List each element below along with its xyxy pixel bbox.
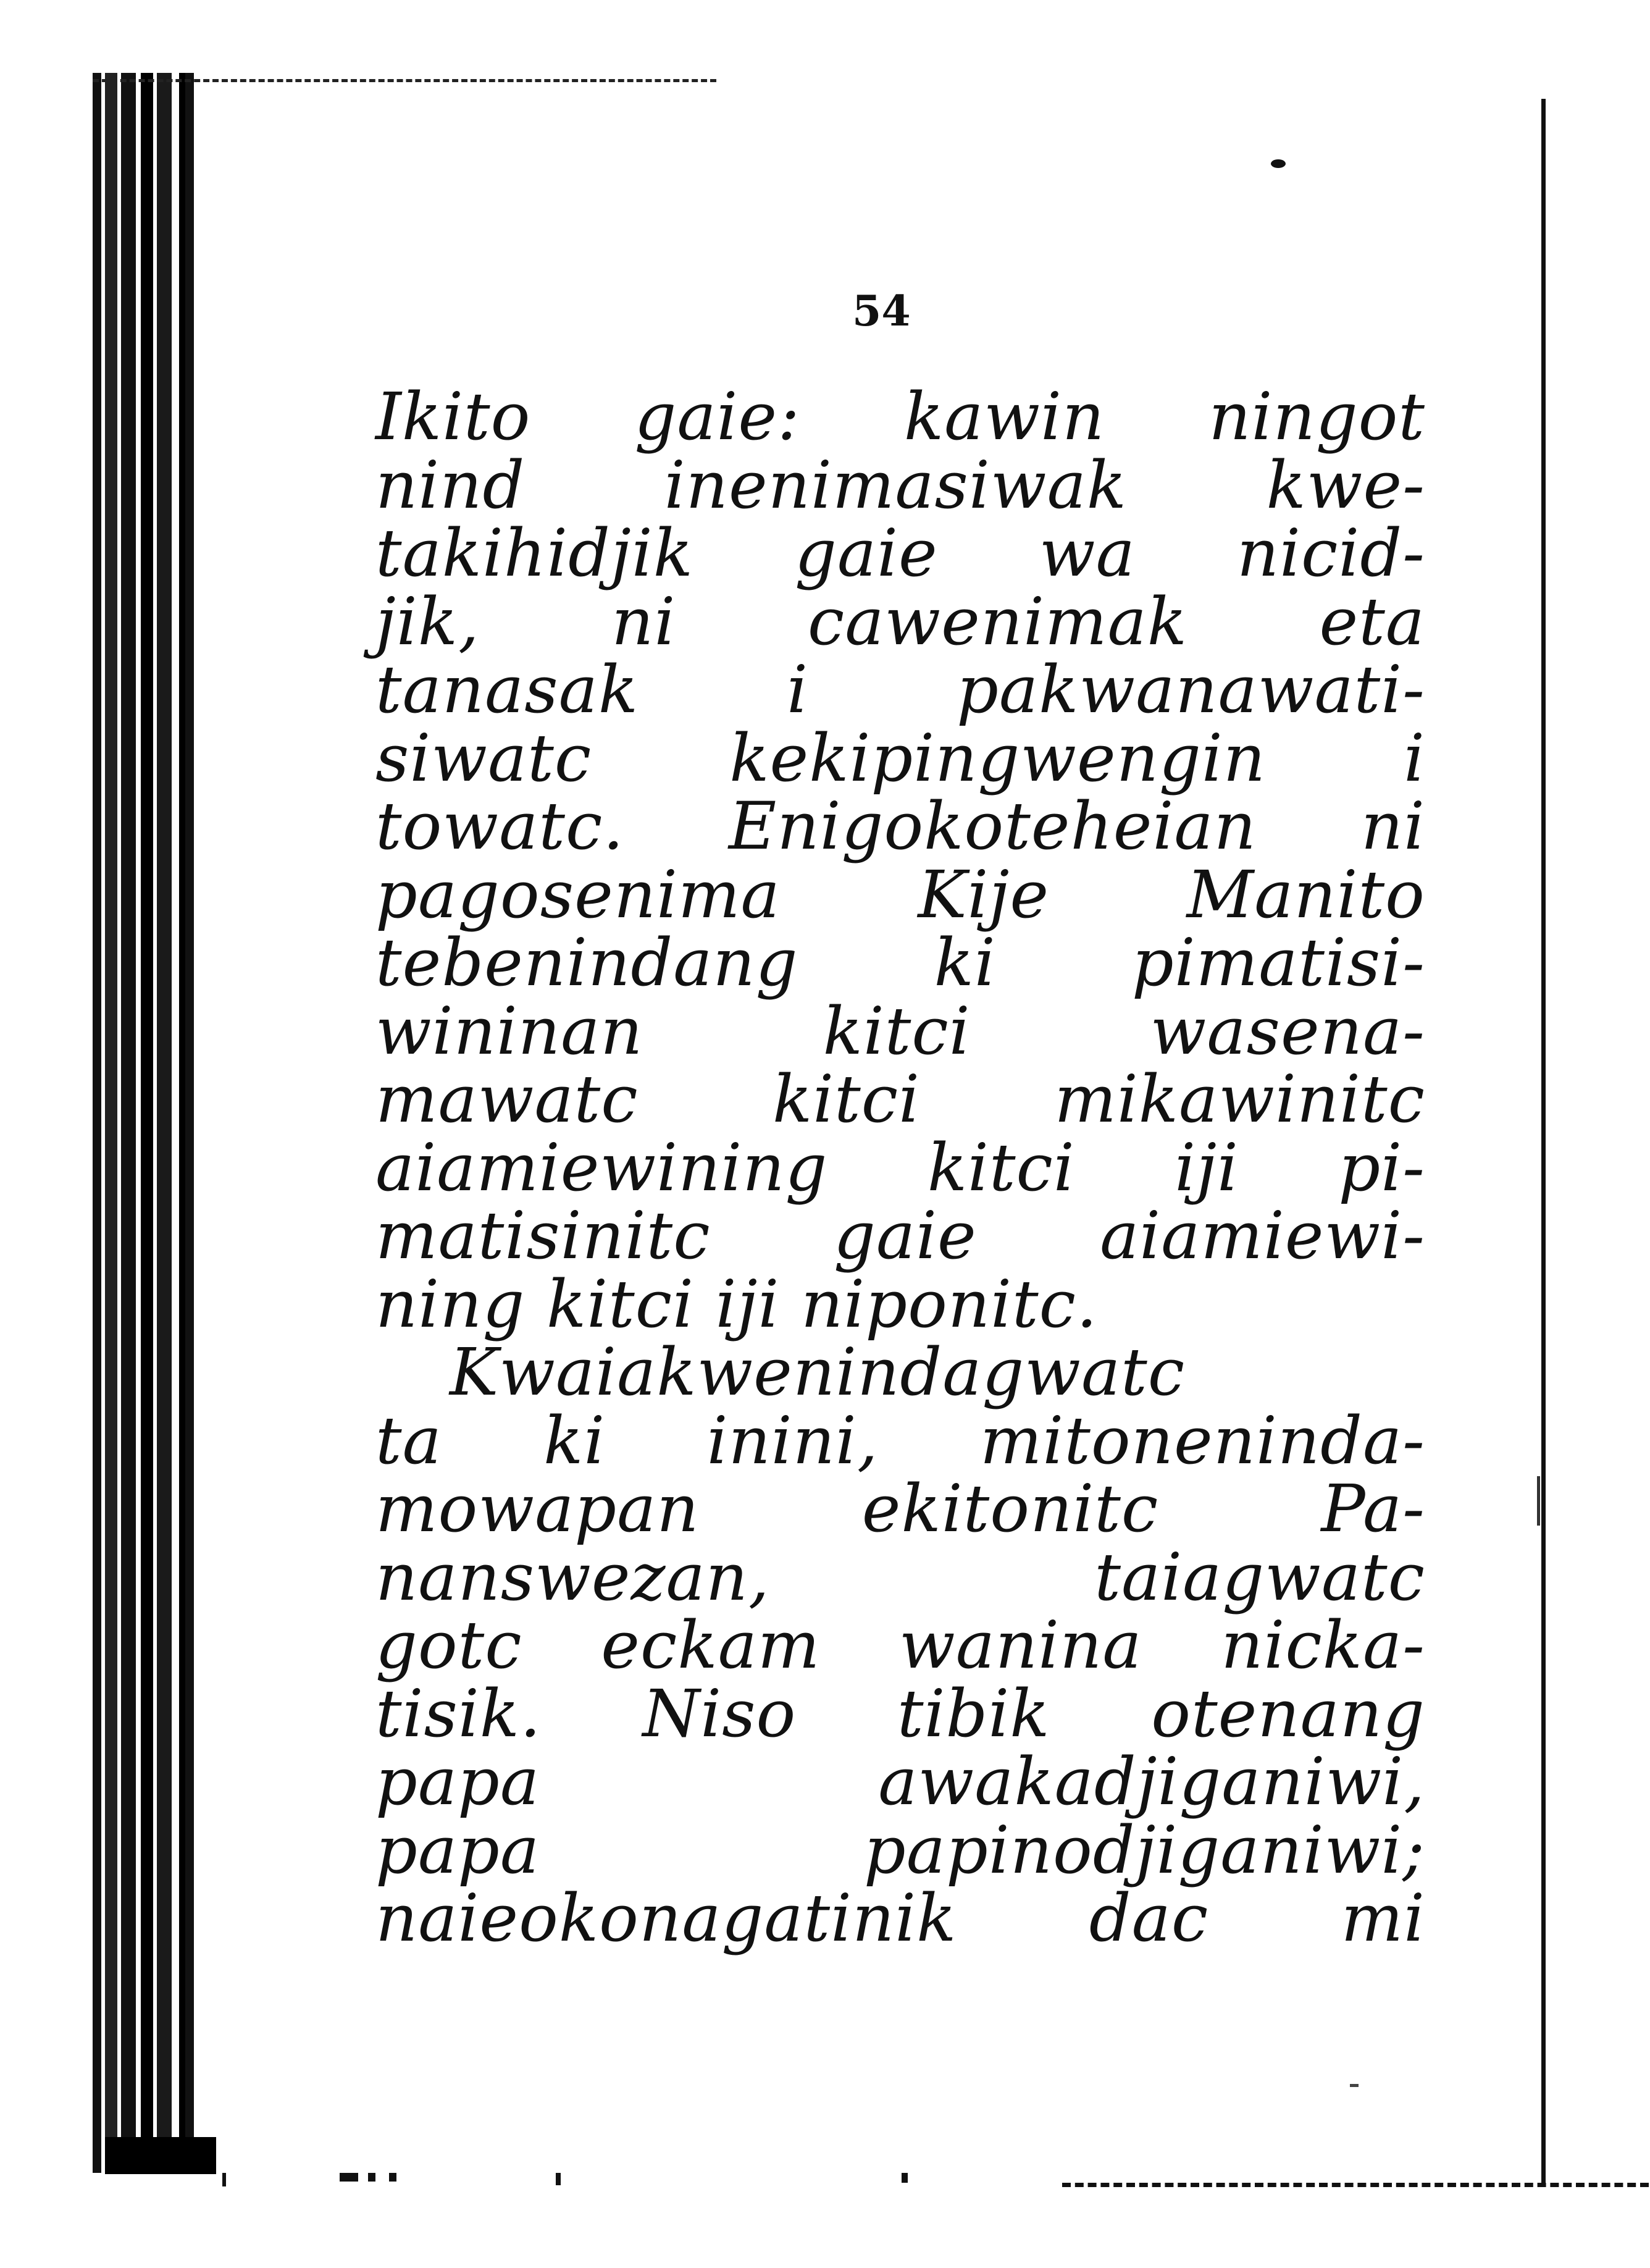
text-line: siwatc kekipingwengin i xyxy=(375,720,1425,796)
text-line: Ikito gaie: kawin ningot xyxy=(375,379,1425,455)
bottom-edge-marks xyxy=(222,2173,963,2185)
text-line: matisinitc gaie aiamiewi- xyxy=(375,1198,1425,1274)
text-line: jik, ni cawenimak eta xyxy=(375,583,1425,660)
book-spine xyxy=(93,73,198,2173)
text-line: wininan kitci wasena- xyxy=(375,993,1425,1069)
text-line: mowapan ekitonitc Pa- xyxy=(375,1471,1425,1547)
text-line: aiamiewining kitci iji pi- xyxy=(375,1129,1425,1206)
text-line: papa papinodjiganiwi; xyxy=(375,1812,1425,1888)
ink-blot-mark xyxy=(1271,159,1286,168)
text-line: papa awakadjiganiwi, xyxy=(375,1744,1425,1820)
text-line: tebenindang ki pimatisi- xyxy=(375,925,1425,1001)
body-text xyxy=(375,379,1425,1956)
text-line: Kwaiakwenindagwatc xyxy=(450,1334,1186,1410)
ink-speck-mark xyxy=(1350,2084,1359,2087)
spine-base-shadow xyxy=(105,2137,216,2174)
page-number: 54 xyxy=(852,287,911,336)
text-line: ning kitci iji niponitc. xyxy=(375,1266,1098,1342)
text-line: pagosenima Kije Manito xyxy=(375,856,1425,933)
bottom-edge-rule xyxy=(1062,2183,1649,2187)
text-line: ta ki inini, mitoneninda- xyxy=(375,1402,1425,1479)
top-edge-rule xyxy=(93,79,716,82)
text-line: naieokonagatinik dac mi xyxy=(375,1880,1425,1956)
text-line: towatc. Enigokoteheian ni xyxy=(375,788,1425,864)
text-line: nanswezan, taiagwatc xyxy=(375,1539,1425,1615)
text-line: tanasak i pakwanawati- xyxy=(375,652,1425,728)
text-line: tisik. Niso tibik otenang xyxy=(375,1675,1425,1752)
right-edge-rule xyxy=(1541,99,1546,2186)
text-line: gotc eckam wanina nicka- xyxy=(375,1607,1425,1683)
text-line: nind inenimasiwak kwe- xyxy=(375,447,1425,523)
text-line: mawatc kitci mikawinitc xyxy=(375,1061,1425,1137)
right-edge-tick xyxy=(1537,1476,1540,1526)
text-line: takihidjik gaie wa nicid- xyxy=(375,515,1425,591)
